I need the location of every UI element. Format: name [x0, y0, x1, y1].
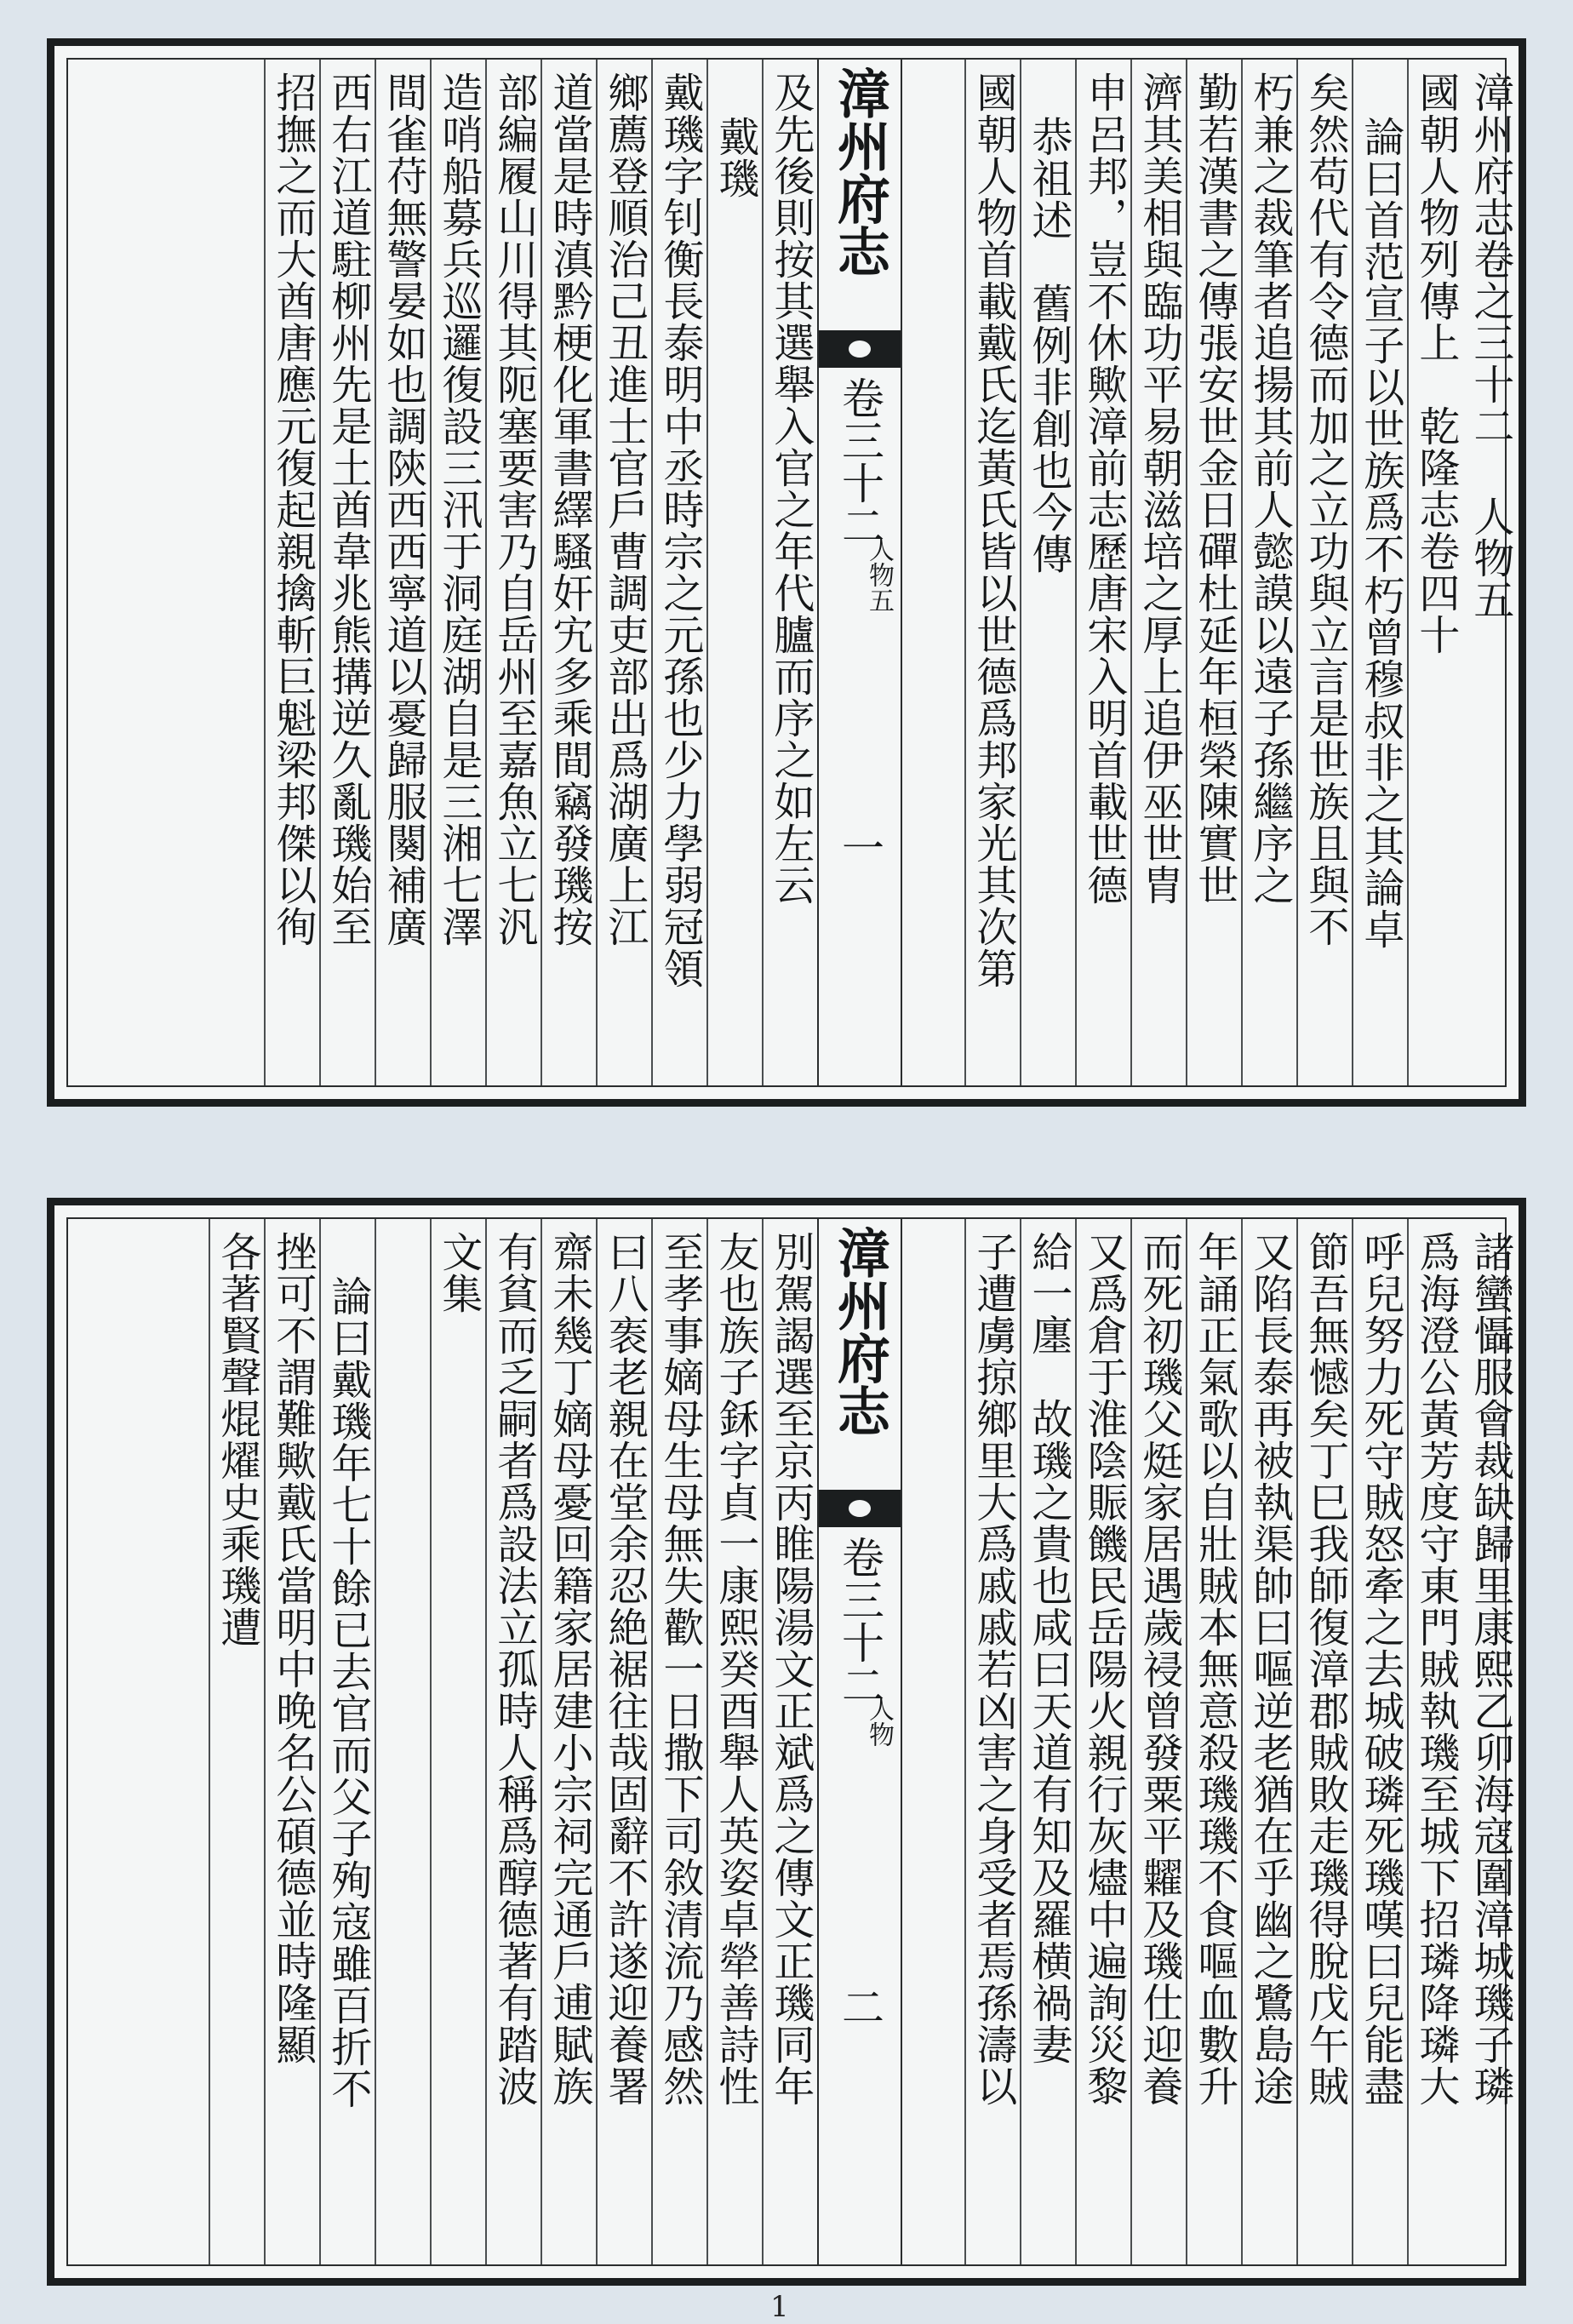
p2-col-l10: 各著賢聲焜燿史乘璣遭 [209, 1219, 264, 2264]
p1-col-l7: 間雀苻無警晏如也調陝西西寧道以憂歸服闋補廣 [375, 60, 430, 1085]
p2-page-number: 二 [835, 1985, 884, 2028]
p1-category-label: 人物五 [864, 536, 894, 613]
p1-col-l3: 鄉薦登順治己丑進士官戶曹調吏部出爲湖廣上江 [596, 60, 651, 1085]
p2-col-l3: 曰八袠老親在堂余忍絶裾往哉固辭不許遂迎養署 [596, 1219, 651, 2264]
p1-col-r1: 國朝人物列傳上 乾隆志卷四十 [1407, 60, 1462, 1085]
p2-col-r4: 又陷長泰再被執渠帥曰嘔逆老猶在乎幽之鷺島途 [1241, 1219, 1296, 2264]
p1-center-fold [817, 60, 902, 1085]
p1-col-r4: 朽兼之裁筆者追揚其前人懿謨以遠子孫繼序之 [1241, 60, 1296, 1085]
p2-col-l6: 文集 [430, 1219, 485, 2264]
page-two-frame [66, 1217, 1514, 2266]
p2-col-r9: 子遭虜掠鄉里大爲戚戚若凶害之身受者焉孫濤以 [964, 1219, 1020, 2264]
p1-col-l5: 部編履山川得其阨塞要害乃自岳州至嘉魚立七汎 [485, 60, 541, 1085]
p2-center-fold [817, 1219, 902, 2264]
p2-col-l0: 別駕謁選至京丙睢陽湯文正斌爲之傳文正璣同年 [762, 1219, 817, 2264]
footer-mark: 1 [770, 2290, 789, 2324]
p1-col-r5: 勤若漢書之傳張安世金日磾杜延年桓榮陳實世 [1186, 60, 1241, 1085]
p2-category-label: 人物 [864, 1696, 894, 1747]
p1-col-r3: 矣然苟代有令德而加之立功與立言是世族且與不 [1296, 60, 1352, 1085]
p2-col-l5: 有貧而乏嗣者爲設法立孤時人稱爲醇德著有踏波 [485, 1219, 541, 2264]
p1-col-r0: 漳州府志卷之三十二 人物五 [1466, 72, 1514, 621]
p1-col-r2: 論曰首范宣子以世族爲不朽曾穆叔非之其論卓 [1352, 60, 1407, 1085]
p1-page-number: 一 [835, 826, 884, 868]
p2-col-r7: 又爲倉于淮陰賑饑民岳陽火親行灰燼中遍詢災黎 [1075, 1219, 1130, 2264]
page-one [47, 38, 1526, 1107]
p1-col-l6: 造哨船募兵巡邏復設三汛于洞庭湖自是三湘七澤 [430, 60, 485, 1085]
p2-col-r3: 節吾無憾矣丁巳我師復漳郡賊敗走璣得脫戊午賊 [1296, 1219, 1352, 2264]
p2-col-l8: 論曰戴璣年七十餘已去官而父子殉寇雖百折不 [319, 1219, 375, 2264]
p2-col-l7 [375, 1219, 430, 2264]
p2-book-title: 漳州府志 [828, 1226, 891, 1437]
p2-col-r1: 爲海澄公黃芳度守東門賊執璣至城下招璘降璘大 [1407, 1219, 1462, 2264]
p1-book-title: 漳州府志 [828, 66, 891, 278]
p1-volume-label: 卷三十二 [835, 376, 884, 547]
p1-col-r8: 恭祖述 舊例非創也今傳 [1020, 60, 1075, 1085]
p1-col-l9: 招撫之而大酋唐應元復起親擒斬巨魁梁邦傑以徇 [264, 60, 319, 1085]
p2-volume-label: 卷三十二 [835, 1536, 884, 1706]
p1-col-l1: 戴璣 [706, 60, 762, 1085]
p1-blank-margin [68, 60, 264, 1085]
p2-col-l2: 至孝事嫡母生母無失歡一日撒下司敘清流乃感然 [651, 1219, 706, 2264]
p1-col-r6: 濟其美相與臨功平易朝滋培之厚上追伊巫世胄 [1130, 60, 1186, 1085]
p1-col-l0: 及先後則按其選舉入官之年代臚而序之如左云 [762, 60, 817, 1085]
page-two [47, 1198, 1526, 2286]
p2-blank-margin [68, 1219, 209, 2264]
p2-col-r5: 年誦正氣歌以自壯賊本無意殺璣璣不食嘔血數升 [1186, 1219, 1241, 2264]
p2-col-r6: 而死初璣父烶家居遇歲祲曾發粟平糶及璣仕迎養 [1130, 1219, 1186, 2264]
p1-fish-tail-mark [819, 330, 901, 368]
p2-col-l9: 挫可不謂難歟戴氏當明中晚名公碩德並時隆顯 [264, 1219, 319, 2264]
page-one-frame [66, 58, 1514, 1087]
p1-col-l2: 戴璣字钊衡長泰明中丞時宗之元孫也少力學弱冠領 [651, 60, 706, 1085]
p2-col-l4: 齋未幾丁嫡母憂回籍家居建小宗祠完通戶逋賦族 [541, 1219, 596, 2264]
p1-col-l4: 道當是時滇黔梗化軍書繹騷奸宄多乘間竊發璣按 [541, 60, 596, 1085]
p2-fish-tail-mark [819, 1490, 901, 1527]
p2-col-r8: 給一廛 故璣之貴也咸曰天道有知及羅横禍妻 [1020, 1219, 1075, 2264]
p1-col-r9: 國朝人物首載戴氏迄黃氏皆以世德爲邦家光其次第 [964, 60, 1020, 1085]
p2-col-r0: 諸蠻懾服會裁缺歸里康熙乙卯海寇圍漳城璣子璘 [1466, 1231, 1514, 2107]
p2-col-r2: 呼兒努力死守賊怒牽之去城破璘死璣嘆曰兒能盡 [1352, 1219, 1407, 2264]
p1-col-r7: 申呂邦，豈不休歟漳前志歷唐宋入明首載世德 [1075, 60, 1130, 1085]
p2-col-l1: 友也族子鉌字貞一康熙癸酉舉人英姿卓犖善詩性 [706, 1219, 762, 2264]
p1-col-l8: 西右江道駐柳州先是土酋韋兆熊搆逆久亂璣始至 [319, 60, 375, 1085]
